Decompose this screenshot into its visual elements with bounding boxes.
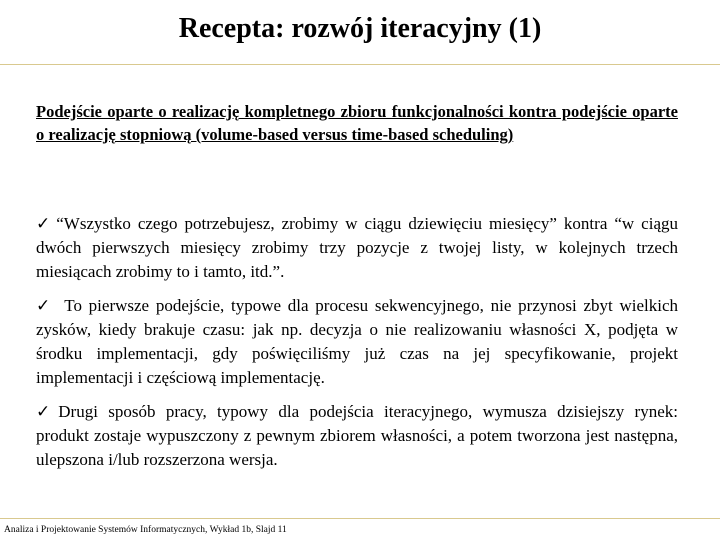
- bullet-text: “Wszystko czego potrzebujesz, zrobimy w ciągu dziewięciu miesięcy” kontra “w ciągu dwóch pierwszych miesięcy zrobimy trzy pozycje z twojej listy, w kolejnych trzech miesiącach zrobimy to i tamto, itd.”.: [36, 214, 678, 281]
- title-divider: [0, 64, 720, 65]
- checkmark-icon: ✓: [36, 402, 51, 421]
- bullet-item: [36, 400, 678, 472]
- footer-divider: [0, 518, 720, 519]
- slide-title: Recepta: rozwój iteracyjny (1): [178, 13, 542, 44]
- bullet-text: Drugi sposób pracy, typowy dla podejścia iteracyjnego, wymusza dzisiejszy rynek: produkt zostaje wypuszczony z pewnym zbiorem własności, a potem tworzona jest następna, ulepszona i/lub rozszerzona wersja.: [36, 402, 678, 469]
- checkmark-icon: ✓: [36, 214, 51, 233]
- slide-footer: Analiza i Projektowanie Systemów Informatycznych, Wykład 1b, Slajd 11: [4, 525, 287, 535]
- bullet-text: To pierwsze podejście, typowe dla procesu sekwencyjnego, nie przynosi zbyt wielkich zysków, kiedy brakuje czasu: jak np. decyzja o nie realizowaniu własności X, podjęta w środku implementacji, gdy poświęciliśmy już czas na jej specyfikowanie, projekt implementacji i częściową implementację.: [36, 296, 678, 387]
- slide-heading: Podejście oparte o realizację kompletnego zbioru funkcjonalności kontra podejście oparte o realizację stopniową (volume-based versus time-based scheduling): [36, 102, 678, 144]
- bullet-item: [36, 294, 678, 390]
- checkmark-icon: ✓: [36, 296, 51, 315]
- bullet-item: [36, 212, 678, 284]
